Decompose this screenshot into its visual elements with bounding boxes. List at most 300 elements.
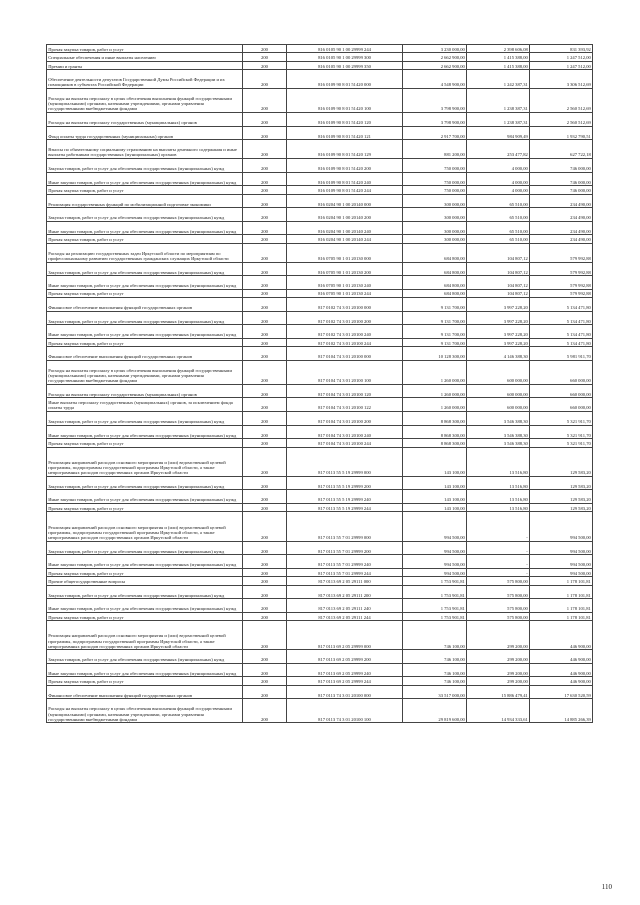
cell-code: 200 <box>243 384 287 398</box>
cell-fact: 3 997 228,20 <box>467 338 530 346</box>
cell-code: 200 <box>243 425 287 439</box>
cell-kbk: 817 0102 74 3 01 20100 240 <box>287 325 403 339</box>
cell-fact: 65 510,00 <box>467 208 530 222</box>
cell-fact: 104 807,12 <box>467 243 530 262</box>
cell-code: 200 <box>243 311 287 325</box>
cell-plan: 143 100,00 <box>403 490 467 504</box>
cell-code: 200 <box>243 276 287 290</box>
cell-kbk: 817 0113 74 3 01 20100 100 <box>287 699 403 723</box>
cell-kbk: 816 0105 90 1 00 29999 300 <box>287 53 403 61</box>
cell-code: 200 <box>243 53 287 61</box>
cell-rest: 5 321 911,70 <box>530 425 593 439</box>
cell-fact: - <box>467 541 530 555</box>
cell-name: Закупка товаров, работ и услуг для обеспечения государственных (муниципальных) нужд <box>47 412 243 426</box>
cell-rest: 660 000,00 <box>530 398 593 412</box>
cell-rest: 129 583,20 <box>530 476 593 490</box>
table-row <box>47 126 593 140</box>
cell-name: Закупка товаров, работ и услуг для обеспечения государственных (муниципальных) нужд <box>47 585 243 599</box>
cell-rest: 234 490,00 <box>530 194 593 208</box>
cell-rest: 5 134 471,80 <box>530 338 593 346</box>
cell-rest: 5 321 911,70 <box>530 412 593 426</box>
cell-kbk: 817 0113 55 7 01 29999 244 <box>287 568 403 576</box>
table-row <box>47 61 593 69</box>
cell-kbk: 817 0113 69 2 05 29111 000 <box>287 577 403 585</box>
table-row <box>47 512 593 541</box>
cell-plan: 750 000,00 <box>403 172 467 186</box>
cell-plan: 1 753 901,81 <box>403 612 467 620</box>
cell-name: Премии и гранты <box>47 61 243 69</box>
cell-code: 200 <box>243 235 287 243</box>
table-row <box>47 612 593 620</box>
cell-code: 200 <box>243 512 287 541</box>
cell-plan: 9 131 700,00 <box>403 325 467 339</box>
cell-plan: 994 500,00 <box>403 541 467 555</box>
table-row <box>47 490 593 504</box>
cell-rest: 129 583,20 <box>530 490 593 504</box>
cell-fact: 600 000,00 <box>467 398 530 412</box>
cell-code: 200 <box>243 585 287 599</box>
cell-code: 200 <box>243 243 287 262</box>
cell-plan: 10 128 300,00 <box>403 347 467 361</box>
cell-fact: 13 516,80 <box>467 447 530 476</box>
cell-kbk: 816 0109 90 8 01 51420 121 <box>287 126 403 140</box>
cell-kbk: 816 0705 90 1 01 20130 240 <box>287 276 403 290</box>
cell-plan: 1 260 000,00 <box>403 384 467 398</box>
cell-fact: 3 546 388,30 <box>467 425 530 439</box>
cell-kbk: 817 0113 69 2 05 29111 244 <box>287 612 403 620</box>
cell-rest: 5 321 911,70 <box>530 439 593 447</box>
cell-name: Реализация направлений расходов основного мероприятия и (или) ведомственной целевой программы, подпрограммы государственной программы Иркутской области, а также непрограммных расходов государственных органов Иркутской области <box>47 447 243 476</box>
table-row <box>47 325 593 339</box>
cell-plan: 1 260 000,00 <box>403 360 467 384</box>
cell-kbk: 817 0104 74 3 01 20100 200 <box>287 412 403 426</box>
cell-fact: 104 807,12 <box>467 276 530 290</box>
cell-plan: 746 100,00 <box>403 663 467 677</box>
table-row <box>47 338 593 346</box>
cell-rest: 746 000,00 <box>530 158 593 172</box>
cell-name: Иные закупки товаров, работ и услуг для обеспечения государственных (муниципальных) нужд <box>47 555 243 569</box>
cell-plan: 143 100,00 <box>403 447 467 476</box>
table-row <box>47 45 593 53</box>
cell-fact: 575 800,00 <box>467 577 530 585</box>
cell-code: 200 <box>243 612 287 620</box>
table-row <box>47 585 593 599</box>
cell-rest: 994 500,00 <box>530 541 593 555</box>
cell-rest: 234 490,00 <box>530 208 593 222</box>
cell-plan: 143 100,00 <box>403 503 467 511</box>
cell-code: 200 <box>243 338 287 346</box>
cell-rest: 1 178 101,81 <box>530 599 593 613</box>
cell-name: Фонд оплаты труда государственных (муниципальных) органов <box>47 126 243 140</box>
cell-fact: 3 997 228,20 <box>467 311 530 325</box>
cell-name: Прочая закупка товаров, работ и услуг <box>47 289 243 297</box>
cell-plan: 3 230 000,00 <box>403 45 467 53</box>
cell-fact: 65 510,00 <box>467 235 530 243</box>
cell-kbk: 817 0104 74 3 01 20100 000 <box>287 347 403 361</box>
cell-kbk: 817 0113 55 5 19 29999 244 <box>287 503 403 511</box>
table-row <box>47 112 593 126</box>
cell-plan: 750 000,00 <box>403 158 467 172</box>
cell-code: 200 <box>243 221 287 235</box>
cell-code: 200 <box>243 61 287 69</box>
cell-plan: 9 131 700,00 <box>403 298 467 312</box>
cell-rest: 14 885 266,39 <box>530 699 593 723</box>
cell-name: Прочая закупка товаров, работ и услуг <box>47 439 243 447</box>
cell-kbk: 816 0109 90 8 01 51420 100 <box>287 88 403 112</box>
cell-plan: 3 798 900,00 <box>403 112 467 126</box>
cell-fact: 104 807,12 <box>467 289 530 297</box>
cell-kbk: 816 0109 90 8 01 51420 000 <box>287 70 403 89</box>
cell-kbk: 817 0113 69 2 05 29111 200 <box>287 585 403 599</box>
cell-fact: 575 800,00 <box>467 585 530 599</box>
cell-name: Финансовое обеспечение выполнения функций государственных органов <box>47 298 243 312</box>
cell-code: 200 <box>243 289 287 297</box>
cell-kbk: 816 0204 90 1 00 20140 244 <box>287 235 403 243</box>
cell-code: 200 <box>243 685 287 699</box>
table-row <box>47 541 593 555</box>
cell-fact: 299 200,00 <box>467 663 530 677</box>
cell-name: Иные закупки товаров, работ и услуг для обеспечения государственных (муниципальных) нужд <box>47 276 243 290</box>
cell-code: 200 <box>243 70 287 89</box>
cell-kbk: 816 0109 90 8 01 51420 200 <box>287 158 403 172</box>
cell-plan: 2 662 900,00 <box>403 61 467 69</box>
cell-code: 200 <box>243 490 287 504</box>
cell-fact: 13 516,80 <box>467 490 530 504</box>
table-row <box>47 208 593 222</box>
cell-name: Иные выплаты персоналу государственных (муниципальных) органов, за исключением фонда оплаты труда <box>47 398 243 412</box>
cell-rest: 1 247 512,00 <box>530 53 593 61</box>
cell-name: Иные закупки товаров, работ и услуг для обеспечения государственных (муниципальных) нужд <box>47 221 243 235</box>
cell-kbk: 817 0113 69 2 05 29999 000 <box>287 621 403 650</box>
cell-kbk: 816 0204 90 1 00 20140 000 <box>287 194 403 208</box>
cell-plan: 9 131 700,00 <box>403 338 467 346</box>
cell-code: 200 <box>243 568 287 576</box>
cell-fact: 1 238 387,31 <box>467 88 530 112</box>
cell-name: Реализация государственных функций по мобилизационной подготовке экономики <box>47 194 243 208</box>
cell-fact: 13 516,80 <box>467 503 530 511</box>
cell-name: Прочая закупка товаров, работ и услуг <box>47 677 243 685</box>
cell-plan: 8 868 300,00 <box>403 425 467 439</box>
table-row <box>47 412 593 426</box>
cell-kbk: 816 0109 90 8 01 51420 244 <box>287 186 403 194</box>
cell-code: 200 <box>243 555 287 569</box>
cell-rest: 994 500,00 <box>530 555 593 569</box>
cell-kbk: 817 0113 69 2 05 29999 200 <box>287 650 403 664</box>
table-row <box>47 221 593 235</box>
cell-name: Прочая закупка товаров, работ и услуг <box>47 186 243 194</box>
cell-rest: 446 900,00 <box>530 663 593 677</box>
cell-plan: 300 000,00 <box>403 221 467 235</box>
cell-kbk: 816 0204 90 1 00 20140 240 <box>287 221 403 235</box>
cell-kbk: 817 0102 74 3 01 20100 200 <box>287 311 403 325</box>
cell-name: Прочая закупка товаров, работ и услуг <box>47 612 243 620</box>
cell-rest: 746 000,00 <box>530 172 593 186</box>
cell-rest: 5 981 911,70 <box>530 347 593 361</box>
cell-name: Прочая закупка товаров, работ и услуг <box>47 503 243 511</box>
cell-rest: 5 134 471,80 <box>530 325 593 339</box>
cell-code: 200 <box>243 677 287 685</box>
cell-fact: 65 510,00 <box>467 194 530 208</box>
cell-fact: 253 477,82 <box>467 140 530 159</box>
table-row <box>47 425 593 439</box>
cell-name: Закупка товаров, работ и услуг для обеспечения государственных (муниципальных) нужд <box>47 476 243 490</box>
cell-name: Прочая закупка товаров, работ и услуг <box>47 338 243 346</box>
cell-code: 200 <box>243 158 287 172</box>
cell-kbk: 817 0104 74 3 01 20100 244 <box>287 439 403 447</box>
cell-plan: 9 131 700,00 <box>403 311 467 325</box>
cell-plan: 143 100,00 <box>403 476 467 490</box>
cell-fact: 299 200,00 <box>467 650 530 664</box>
cell-plan: 8 868 300,00 <box>403 412 467 426</box>
cell-fact: 1 415 388,00 <box>467 53 530 61</box>
table-row <box>47 439 593 447</box>
table-row <box>47 663 593 677</box>
table-row <box>47 158 593 172</box>
cell-kbk: 816 0204 90 1 00 20140 200 <box>287 208 403 222</box>
cell-rest: 5 134 471,80 <box>530 298 593 312</box>
cell-plan: 3 798 900,00 <box>403 88 467 112</box>
table-row <box>47 677 593 685</box>
table-body <box>47 45 593 723</box>
cell-code: 200 <box>243 503 287 511</box>
table-row <box>47 194 593 208</box>
budget-execution-table <box>46 44 593 723</box>
table-row <box>47 568 593 576</box>
cell-fact: 3 546 388,30 <box>467 439 530 447</box>
cell-rest: 446 900,00 <box>530 677 593 685</box>
cell-plan: 684 800,00 <box>403 262 467 276</box>
cell-code: 200 <box>243 298 287 312</box>
cell-kbk: 816 0705 90 1 01 20130 200 <box>287 262 403 276</box>
table-row <box>47 503 593 511</box>
cell-kbk: 817 0104 74 3 01 20100 100 <box>287 360 403 384</box>
cell-plan: 750 000,00 <box>403 186 467 194</box>
table-row <box>47 650 593 664</box>
cell-plan: 684 800,00 <box>403 276 467 290</box>
table-row <box>47 172 593 186</box>
cell-code: 200 <box>243 447 287 476</box>
cell-rest: 129 583,20 <box>530 503 593 511</box>
cell-name: Закупка товаров, работ и услуг для обеспечения государственных (муниципальных) нужд <box>47 262 243 276</box>
cell-fact: 3 997 228,20 <box>467 298 530 312</box>
cell-code: 200 <box>243 621 287 650</box>
table-row <box>47 70 593 89</box>
cell-name: Закупка товаров, работ и услуг для обеспечения государственных (муниципальных) нужд <box>47 158 243 172</box>
cell-kbk: 817 0104 74 3 01 20100 240 <box>287 425 403 439</box>
cell-code: 200 <box>243 325 287 339</box>
cell-plan: 994 500,00 <box>403 512 467 541</box>
cell-plan: 8 868 300,00 <box>403 439 467 447</box>
cell-code: 200 <box>243 541 287 555</box>
cell-fact: - <box>467 555 530 569</box>
cell-fact: 13 516,80 <box>467 476 530 490</box>
table-row <box>47 186 593 194</box>
table-row <box>47 577 593 585</box>
table-row <box>47 685 593 699</box>
cell-kbk: 816 0109 90 8 01 51420 120 <box>287 112 403 126</box>
page-number: 110 <box>601 883 612 891</box>
cell-plan: 994 500,00 <box>403 568 467 576</box>
cell-rest: 579 992,88 <box>530 243 593 262</box>
cell-rest: 1 178 101,81 <box>530 577 593 585</box>
cell-name: Иные закупки товаров, работ и услуг для обеспечения государственных (муниципальных) нужд <box>47 599 243 613</box>
cell-plan: 1 753 901,81 <box>403 585 467 599</box>
cell-rest: 660 000,00 <box>530 384 593 398</box>
cell-plan: 300 000,00 <box>403 235 467 243</box>
cell-fact: 600 000,00 <box>467 384 530 398</box>
cell-fact: 575 800,00 <box>467 599 530 613</box>
cell-rest: 129 583,20 <box>530 447 593 476</box>
table-row <box>47 599 593 613</box>
cell-plan: 881 200,00 <box>403 140 467 159</box>
table-row <box>47 235 593 243</box>
cell-fact: 2 398 606,08 <box>467 45 530 53</box>
cell-kbk: 817 0102 74 3 01 20100 000 <box>287 298 403 312</box>
cell-kbk: 817 0113 69 2 05 29999 244 <box>287 677 403 685</box>
table-row <box>47 276 593 290</box>
cell-rest: 1 932 790,51 <box>530 126 593 140</box>
cell-fact: 15 886 479,41 <box>467 685 530 699</box>
cell-plan: 29 819 600,00 <box>403 699 467 723</box>
cell-kbk: 817 0113 55 5 19 29999 200 <box>287 476 403 490</box>
cell-fact: 984 909,49 <box>467 126 530 140</box>
cell-name: Закупка товаров, работ и услуг для обеспечения государственных (муниципальных) нужд <box>47 311 243 325</box>
cell-code: 200 <box>243 88 287 112</box>
cell-fact: 575 800,00 <box>467 612 530 620</box>
table-row <box>47 476 593 490</box>
table-row <box>47 555 593 569</box>
cell-rest: 17 630 520,59 <box>530 685 593 699</box>
cell-plan: 33 517 000,00 <box>403 685 467 699</box>
cell-plan: 684 800,00 <box>403 289 467 297</box>
cell-name: Иные закупки товаров, работ и услуг для обеспечения государственных (муниципальных) нужд <box>47 172 243 186</box>
cell-kbk: 817 0113 55 5 19 29999 240 <box>287 490 403 504</box>
cell-code: 200 <box>243 398 287 412</box>
cell-rest: 579 992,88 <box>530 262 593 276</box>
cell-kbk: 817 0104 74 3 01 20100 122 <box>287 398 403 412</box>
cell-name: Закупка товаров, работ и услуг для обеспечения государственных (муниципальных) нужд <box>47 541 243 555</box>
cell-name: Закупка товаров, работ и услуг для обеспечения государственных (муниципальных) нужд <box>47 650 243 664</box>
cell-code: 200 <box>243 194 287 208</box>
cell-code: 200 <box>243 699 287 723</box>
cell-rest: 579 992,88 <box>530 289 593 297</box>
cell-name: Реализация направлений расходов основного мероприятия и (или) ведомственной целевой программы, подпрограммы государственной программы Иркутской области, а также непрограммных расходов государственных органов Иркутской области <box>47 512 243 541</box>
cell-code: 200 <box>243 112 287 126</box>
cell-code: 200 <box>243 347 287 361</box>
table-row <box>47 53 593 61</box>
cell-fact: - <box>467 512 530 541</box>
cell-kbk: 816 0109 90 8 01 51420 240 <box>287 172 403 186</box>
cell-code: 200 <box>243 577 287 585</box>
cell-name: Прочая закупка товаров, работ и услуг <box>47 45 243 53</box>
table-row <box>47 262 593 276</box>
cell-rest: 660 000,00 <box>530 360 593 384</box>
cell-plan: 2 662 900,00 <box>403 53 467 61</box>
cell-name: Расходы на выплаты персоналу государственных (муниципальных) органов <box>47 112 243 126</box>
table-row <box>47 289 593 297</box>
cell-rest: 627 722,18 <box>530 140 593 159</box>
cell-name: Иные закупки товаров, работ и услуг для обеспечения государственных (муниципальных) нужд <box>47 490 243 504</box>
cell-fact: - <box>467 568 530 576</box>
cell-name: Закупка товаров, работ и услуг для обеспечения государственных (муниципальных) нужд <box>47 208 243 222</box>
cell-fact: 600 000,00 <box>467 360 530 384</box>
cell-rest: 579 992,88 <box>530 276 593 290</box>
cell-plan: 300 000,00 <box>403 194 467 208</box>
cell-kbk: 817 0113 74 3 01 20100 000 <box>287 685 403 699</box>
cell-kbk: 816 0105 90 1 00 29999 244 <box>287 45 403 53</box>
cell-code: 200 <box>243 599 287 613</box>
cell-plan: 1 260 000,00 <box>403 398 467 412</box>
cell-fact: 1 238 387,31 <box>467 112 530 126</box>
cell-kbk: 816 0105 90 1 00 29999 350 <box>287 61 403 69</box>
cell-plan: 746 100,00 <box>403 621 467 650</box>
cell-fact: 4 000,00 <box>467 172 530 186</box>
cell-rest: 446 900,00 <box>530 650 593 664</box>
cell-plan: 2 917 700,00 <box>403 126 467 140</box>
cell-kbk: 817 0113 69 2 05 29111 240 <box>287 599 403 613</box>
cell-name: Расходы на выплаты персоналу в целях обеспечения выполнения функций государственными (муниципальными) органами, казенными учреждениями, органами управления государственными внебюджетными фондами <box>47 699 243 723</box>
cell-rest: 2 560 512,69 <box>530 112 593 126</box>
cell-plan: 300 000,00 <box>403 208 467 222</box>
cell-code: 200 <box>243 412 287 426</box>
cell-rest: 746 000,00 <box>530 186 593 194</box>
cell-code: 200 <box>243 172 287 186</box>
cell-rest: 994 500,00 <box>530 512 593 541</box>
cell-plan: 994 500,00 <box>403 555 467 569</box>
cell-fact: 299 200,00 <box>467 621 530 650</box>
cell-kbk: 817 0113 55 5 19 29999 000 <box>287 447 403 476</box>
cell-name: Финансовое обеспечение выполнения функций государственных органов <box>47 685 243 699</box>
table-row <box>47 699 593 723</box>
cell-name: Расходы на выплаты персоналу в целях обеспечения выполнения функций государственными (муниципальными) органами, казенными учреждениями, органами управления государственными внебюджетными фондами <box>47 88 243 112</box>
cell-code: 200 <box>243 126 287 140</box>
cell-kbk: 816 0705 90 1 01 20130 244 <box>287 289 403 297</box>
cell-fact: 65 510,00 <box>467 221 530 235</box>
cell-name: Реализация направлений расходов основного мероприятия и (или) ведомственной целевой программы, подпрограммы государственной программы Иркутской области, а также непрограммных расходов государственных органов Иркутской области <box>47 621 243 650</box>
cell-name: Расходы на выплаты персоналу государственных (муниципальных) органов <box>47 384 243 398</box>
cell-name: Расходы на выплаты персоналу в целях обеспечения выполнения функций государственными (муниципальными) органами, казенными учреждениями, органами управления государственными внебюджетными фондами <box>47 360 243 384</box>
cell-name: Взносы по обязательному социальному страхованию на выплаты денежного содержания и иные выплаты работникам государственных (муниципальных) органов <box>47 140 243 159</box>
cell-kbk: 817 0113 55 7 01 29999 000 <box>287 512 403 541</box>
cell-name: Специальные обеспечения и иные выплаты населению <box>47 53 243 61</box>
table-row <box>47 384 593 398</box>
cell-fact: 104 807,12 <box>467 262 530 276</box>
cell-name: Иные закупки товаров, работ и услуг для обеспечения государственных (муниципальных) нужд <box>47 325 243 339</box>
cell-code: 200 <box>243 650 287 664</box>
cell-kbk: 817 0113 69 2 05 29999 240 <box>287 663 403 677</box>
table-row <box>47 621 593 650</box>
table-row <box>47 311 593 325</box>
cell-fact: 4 000,00 <box>467 158 530 172</box>
cell-code: 200 <box>243 140 287 159</box>
cell-fact: 299 200,00 <box>467 677 530 685</box>
table-row <box>47 243 593 262</box>
cell-fact: 3 997 228,20 <box>467 325 530 339</box>
cell-name: Обеспечение деятельности депутатов Государственной Думы Российской Федерации и их помощников в субъектах Российской Федерации <box>47 70 243 89</box>
cell-rest: 1 247 512,00 <box>530 61 593 69</box>
cell-plan: 684 800,00 <box>403 243 467 262</box>
cell-code: 200 <box>243 439 287 447</box>
cell-plan: 4 548 900,00 <box>403 70 467 89</box>
cell-plan: 746 100,00 <box>403 677 467 685</box>
cell-code: 200 <box>243 262 287 276</box>
cell-kbk: 816 0705 90 1 01 20130 000 <box>287 243 403 262</box>
cell-fact: 1 415 388,00 <box>467 61 530 69</box>
cell-code: 200 <box>243 45 287 53</box>
cell-kbk: 817 0113 55 7 01 29999 200 <box>287 541 403 555</box>
cell-rest: 234 490,00 <box>530 221 593 235</box>
cell-rest: 831 393,92 <box>530 45 593 53</box>
